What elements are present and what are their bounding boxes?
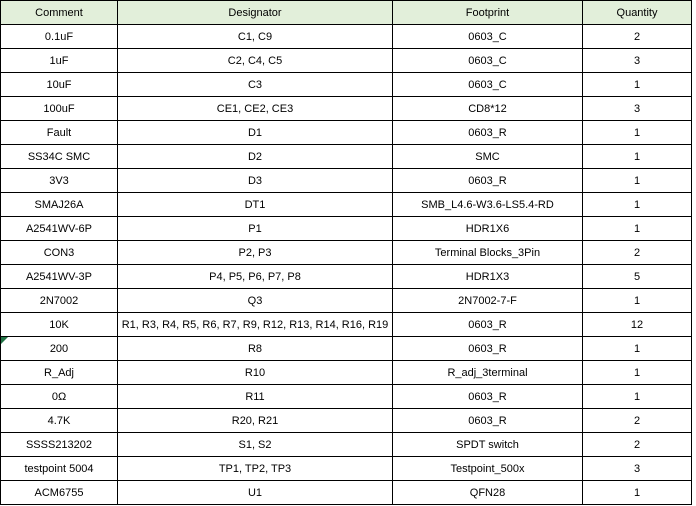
cell-quantity[interactable]: 5 [583, 265, 692, 289]
cell-comment[interactable]: 200 [1, 337, 118, 361]
cell-designator[interactable]: C1, C9 [118, 25, 393, 49]
cell-comment[interactable]: 0.1uF [1, 25, 118, 49]
cell-footprint[interactable]: 0603_R [393, 385, 583, 409]
cell-designator[interactable]: U1 [118, 481, 393, 505]
cell-quantity[interactable]: 1 [583, 289, 692, 313]
cell-quantity[interactable]: 3 [583, 457, 692, 481]
cell-footprint[interactable]: SPDT switch [393, 433, 583, 457]
cell-comment[interactable]: 3V3 [1, 169, 118, 193]
cell-quantity[interactable]: 3 [583, 97, 692, 121]
cell-footprint[interactable]: 0603_R [393, 169, 583, 193]
cell-footprint[interactable]: SMC [393, 145, 583, 169]
cell-footprint[interactable]: QFN28 [393, 481, 583, 505]
table-row [1, 385, 692, 409]
cell-footprint[interactable]: HDR1X3 [393, 265, 583, 289]
cell-designator[interactable]: R8 [118, 337, 393, 361]
cell-comment[interactable]: 0Ω [1, 385, 118, 409]
cell-footprint[interactable]: R_adj_3terminal [393, 361, 583, 385]
table-row [1, 481, 692, 505]
cell-designator[interactable]: CE1, CE2, CE3 [118, 97, 393, 121]
table-row [1, 25, 692, 49]
cell-designator[interactable]: D3 [118, 169, 393, 193]
cell-quantity[interactable]: 2 [583, 409, 692, 433]
table-row [1, 121, 692, 145]
table-row [1, 289, 692, 313]
cell-footprint[interactable]: CD8*12 [393, 97, 583, 121]
cell-comment[interactable]: SS34C SMC [1, 145, 118, 169]
table-row [1, 145, 692, 169]
cell-designator[interactable]: P2, P3 [118, 241, 393, 265]
cell-footprint[interactable]: 0603_R [393, 121, 583, 145]
table-row [1, 409, 692, 433]
table-row [1, 313, 692, 337]
cell-designator[interactable]: R1, R3, R4, R5, R6, R7, R9, R12, R13, R14, R16, R19 [118, 313, 393, 337]
cell-designator[interactable]: D1 [118, 121, 393, 145]
cell-quantity[interactable]: 1 [583, 385, 692, 409]
cell-comment[interactable]: R_Adj [1, 361, 118, 385]
table-row [1, 169, 692, 193]
cell-comment[interactable]: 10uF [1, 73, 118, 97]
cell-quantity[interactable]: 1 [583, 217, 692, 241]
cell-footprint[interactable]: SMB_L4.6-W3.6-LS5.4-RD [393, 193, 583, 217]
column-header-quantity[interactable]: Quantity [583, 1, 692, 25]
table-row [1, 193, 692, 217]
cell-comment[interactable]: 2N7002 [1, 289, 118, 313]
header-row [1, 1, 692, 25]
cell-footprint[interactable]: 0603_C [393, 25, 583, 49]
table-row [1, 433, 692, 457]
cell-comment[interactable]: SMAJ26A [1, 193, 118, 217]
cell-comment[interactable]: SSSS213202 [1, 433, 118, 457]
cell-footprint[interactable]: 0603_R [393, 313, 583, 337]
cell-quantity[interactable]: 1 [583, 145, 692, 169]
cell-comment[interactable]: 100uF [1, 97, 118, 121]
cell-comment[interactable]: ACM6755 [1, 481, 118, 505]
cell-footprint[interactable]: Testpoint_500x [393, 457, 583, 481]
cell-footprint[interactable]: Terminal Blocks_3Pin [393, 241, 583, 265]
cell-footprint[interactable]: 0603_R [393, 337, 583, 361]
error-indicator-triangle [1, 337, 8, 344]
cell-quantity[interactable]: 1 [583, 361, 692, 385]
cell-quantity[interactable]: 2 [583, 241, 692, 265]
cell-quantity[interactable]: 1 [583, 481, 692, 505]
table-row [1, 49, 692, 73]
column-header-designator[interactable]: Designator [118, 1, 393, 25]
cell-designator[interactable]: S1, S2 [118, 433, 393, 457]
table-row [1, 241, 692, 265]
cell-footprint[interactable]: 0603_R [393, 409, 583, 433]
table-row [1, 97, 692, 121]
cell-footprint[interactable]: HDR1X6 [393, 217, 583, 241]
table-row [1, 457, 692, 481]
cell-quantity[interactable]: 1 [583, 337, 692, 361]
cell-designator[interactable]: R11 [118, 385, 393, 409]
column-header-comment[interactable]: Comment [1, 1, 118, 25]
cell-comment[interactable]: Fault [1, 121, 118, 145]
cell-quantity[interactable]: 2 [583, 25, 692, 49]
cell-comment[interactable]: 4.7K [1, 409, 118, 433]
cell-footprint[interactable]: 2N7002-7-F [393, 289, 583, 313]
cell-designator[interactable]: P1 [118, 217, 393, 241]
cell-quantity[interactable]: 1 [583, 193, 692, 217]
cell-comment[interactable]: A2541WV-6P [1, 217, 118, 241]
cell-quantity[interactable]: 2 [583, 433, 692, 457]
cell-quantity[interactable]: 12 [583, 313, 692, 337]
table-row [1, 337, 692, 361]
table-row [1, 361, 692, 385]
cell-designator[interactable]: TP1, TP2, TP3 [118, 457, 393, 481]
cell-footprint[interactable]: 0603_C [393, 49, 583, 73]
cell-designator[interactable]: C2, C4, C5 [118, 49, 393, 73]
cell-footprint[interactable]: 0603_C [393, 73, 583, 97]
table-row [1, 217, 692, 241]
cell-comment[interactable]: testpoint 5004 [1, 457, 118, 481]
cell-quantity[interactable]: 1 [583, 121, 692, 145]
cell-comment[interactable]: 10K [1, 313, 118, 337]
cell-comment[interactable]: 1uF [1, 49, 118, 73]
cell-designator[interactable]: C3 [118, 73, 393, 97]
column-header-footprint[interactable]: Footprint [393, 1, 583, 25]
cell-designator[interactable]: DT1 [118, 193, 393, 217]
cell-designator[interactable]: P4, P5, P6, P7, P8 [118, 265, 393, 289]
cell-designator[interactable]: D2 [118, 145, 393, 169]
table-row [1, 265, 692, 289]
cell-comment[interactable]: A2541WV-3P [1, 265, 118, 289]
cell-quantity[interactable]: 1 [583, 73, 692, 97]
cell-quantity[interactable]: 1 [583, 169, 692, 193]
cell-comment[interactable]: CON3 [1, 241, 118, 265]
table-row [1, 73, 692, 97]
cell-quantity[interactable]: 3 [583, 49, 692, 73]
cell-designator[interactable]: R10 [118, 361, 393, 385]
cell-designator[interactable]: Q3 [118, 289, 393, 313]
cell-designator[interactable]: R20, R21 [118, 409, 393, 433]
